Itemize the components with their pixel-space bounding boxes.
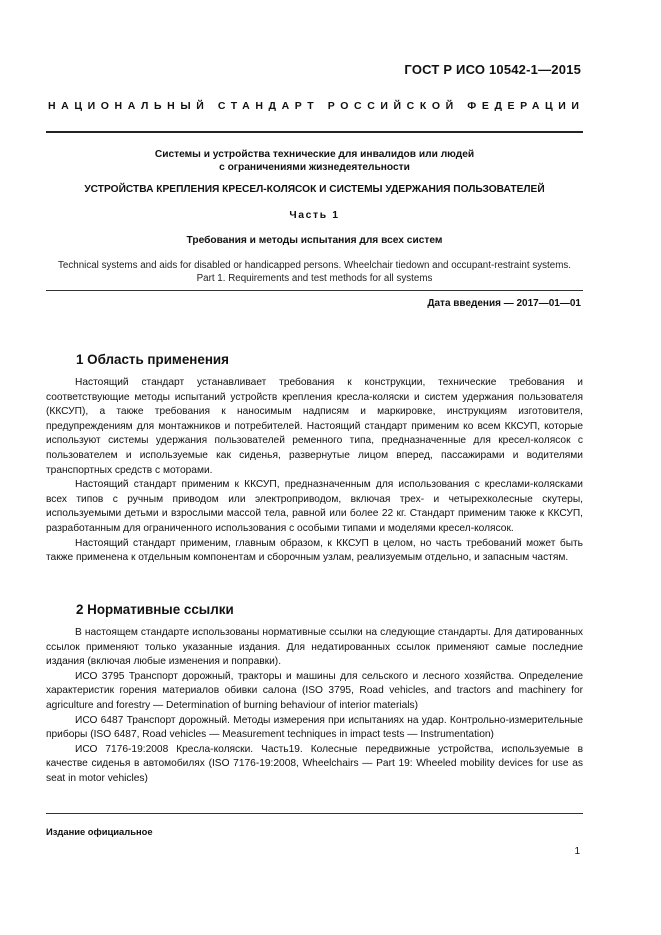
section-2-body — [46, 626, 583, 787]
main-title: УСТРОЙСТВА КРЕПЛЕНИЯ КРЕСЕЛ-КОЛЯСОК И СИСТЕМЫ УДЕРЖАНИЯ ПОЛЬЗОВАТЕЛЕЙ — [84, 184, 545, 195]
paragraph: Настоящий стандарт устанавливает требования к конструкции, технические требования и соответствующие методы испытаний устройств крепления кресла-коляски и систем удержания пользователя (ККСУП), а также требования к наносимым надписям и маркировке, инструкциям изготовителя, предупреждениям для монтажников и потребителей. Настоящий стандарт применим ко всем ККСУП, которые используют системы удержания пользователей ременного типа, предназначенные для кресел-колясок с пользователем и используемые как сиденья, развернутые лицом вперед, пассажирами и водителями транспортных средств с моторами. — [46, 377, 583, 476]
paragraph: В настоящем стандарте использованы нормативные ссылки на следующие стандарты. Для датированных ссылок применяют только указанные издания. Для недатированных ссылок применяют самые последние издания (включая любые изменения и поправки). — [46, 627, 583, 668]
part-label: Часть 1 — [289, 210, 340, 221]
section-1-body — [46, 376, 583, 566]
document-code: ГОСТ Р ИСО 10542-1—2015 — [404, 62, 581, 77]
paragraph: ИСО 3795 Транспорт дорожный, тракторы и машины для сельского и лесного хозяйства. Определение характеристик горения материалов обивки салона (ISO 3795, Road vehicles, and tractors and machinery for agriculture and forestry — Determination of burning behaviour of interior materials) — [46, 670, 583, 711]
title-group — [46, 148, 583, 174]
header-rule — [46, 131, 583, 133]
part-title: Требования и методы испытания для всех систем — [186, 235, 443, 246]
section-2-heading: 2 Нормативные ссылки — [76, 602, 234, 617]
english-title — [46, 259, 583, 285]
footer-rule — [46, 813, 583, 814]
section-1-heading: 1 Область применения — [76, 352, 229, 367]
national-standard-banner: НАЦИОНАЛЬНЫЙ СТАНДАРТ РОССИЙСКОЙ ФЕДЕРАЦИИ — [48, 100, 585, 112]
introduction-date: Дата введения — 2017—01—01 — [427, 298, 581, 309]
english-title-line-1: Technical systems and aids for disabled or handicapped persons. Wheelchair tiedown and occupant-restraint systems. — [58, 260, 571, 271]
title-line-2: с ограничениями жизнедеятельности — [219, 162, 410, 173]
title-rule — [46, 290, 583, 291]
paragraph: ИСО 7176-19:2008 Кресла-коляски. Часть19. Колесные передвижные устройства, используемые в качестве сиденья в автомобилях (ISO 7176-19:2008, Wheelchairs — Part 19: Wheeled mobility devices for use as seat in motor vehicles) — [46, 743, 583, 784]
paragraph: ИСО 6487 Транспорт дорожный. Методы измерения при испытаниях на удар. Контрольно-измерительные приборы (ISO 6487, Road vehicles — Measurement techniques in impact tests — Instrumentation) — [46, 714, 583, 741]
english-title-line-2: Part 1. Requirements and test methods for all systems — [196, 273, 433, 284]
paragraph: Настоящий стандарт применим к ККСУП, предназначенным для использования с креслами-колясками всех типов с ручным приводом или электроприводом, включая трех- и четырехколесные скутеры, используемыми детьми и взрослыми массой тела, равной или более 22 кг. Стандарт применим также к ККСУП, разработанным для ограниченного использования с особыми типами и моделями кресел-колясок. — [46, 479, 583, 534]
page-number: 1 — [574, 846, 580, 857]
paragraph: Настоящий стандарт применим, главным образом, к ККСУП в целом, но часть требований может быть также применена к отдельным компонентам и сборочным узлам, реализуемым отдельно, и запасным частям. — [46, 537, 583, 564]
edition-label: Издание официальное — [46, 826, 153, 837]
title-line-1: Системы и устройства технические для инвалидов или людей — [154, 149, 475, 160]
